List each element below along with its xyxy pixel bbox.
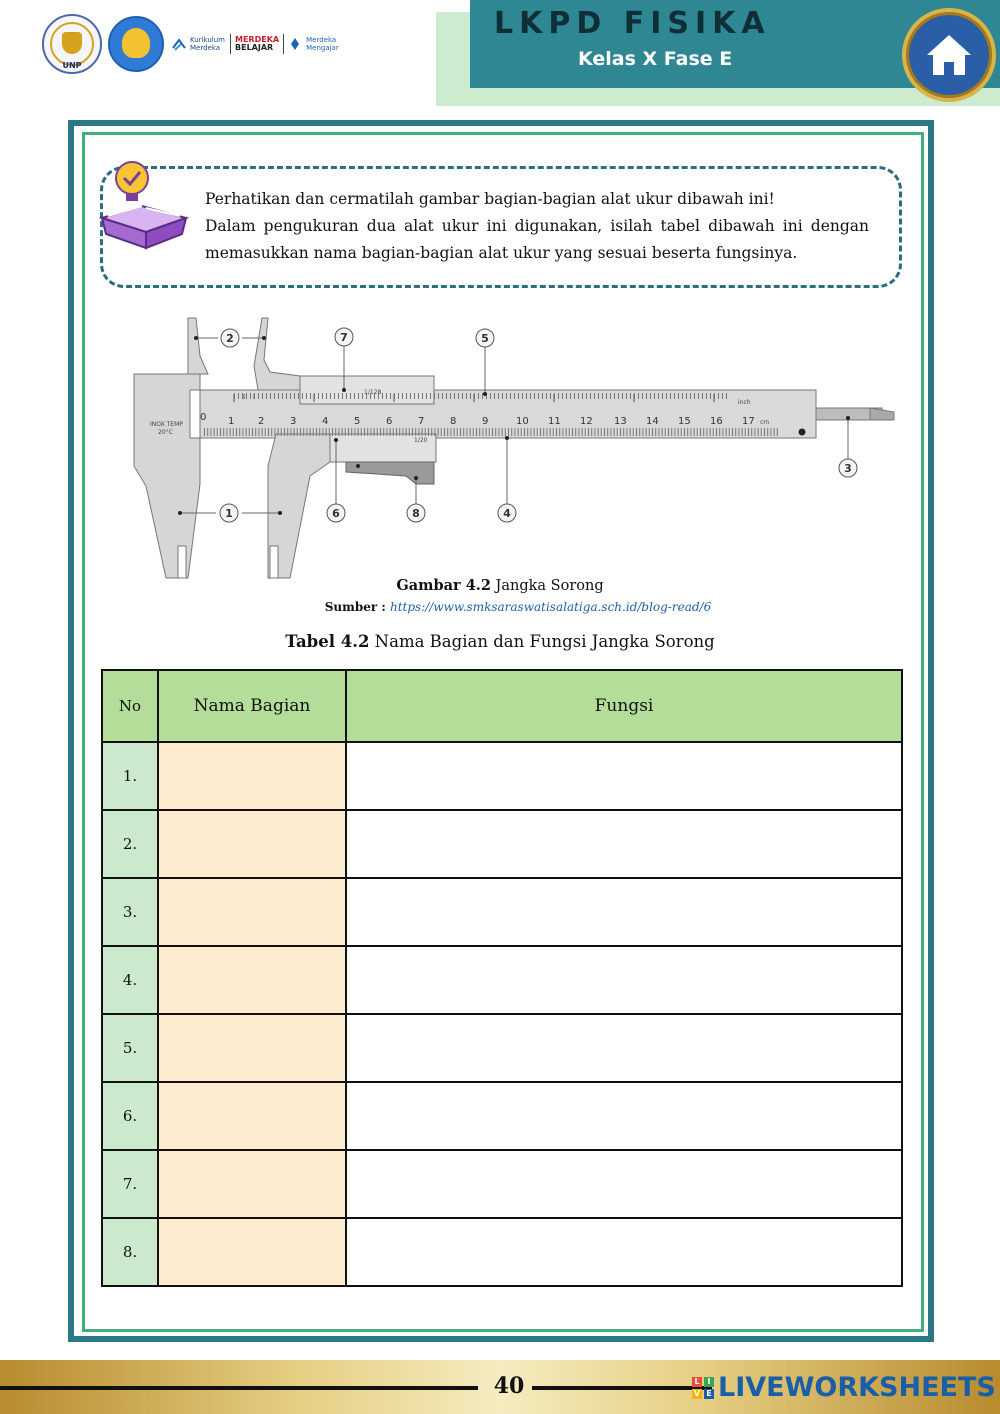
callout-2: 2: [226, 332, 234, 345]
scale-number-5: 5: [354, 416, 361, 427]
unp-seal-text: UNP: [62, 61, 82, 70]
scale-number-7: 7: [418, 416, 425, 427]
page-title: LKPD FISIKA: [494, 6, 771, 41]
row-number: 2.: [102, 810, 158, 878]
fungsi-input[interactable]: [346, 1014, 902, 1082]
nama-bagian-input[interactable]: [158, 1014, 346, 1082]
vernier-label-top: 1/128: [364, 389, 382, 396]
liveworksheets-brand: LIVEWORKSHEETS: [718, 1372, 996, 1403]
fungsi-input[interactable]: [346, 810, 902, 878]
callout-7: 7: [340, 331, 348, 344]
table-row: [102, 1014, 902, 1082]
fungsi-input[interactable]: [346, 878, 902, 946]
scale-number-15: 15: [678, 416, 691, 427]
figure-caption-rest: Jangka Sorong: [490, 578, 604, 594]
figure-caption: [0, 577, 1000, 594]
brand-block-i: I: [704, 1377, 714, 1387]
header-nama-bagian: Nama Bagian: [158, 670, 346, 742]
scale-number-10: 10: [516, 416, 529, 427]
page-subtitle: Kelas X Fase E: [578, 48, 733, 70]
table-row: [102, 810, 902, 878]
scale-number-12: 12: [580, 416, 593, 427]
row-number: 3.: [102, 878, 158, 946]
row-number: 4.: [102, 946, 158, 1014]
kurikulum-text: Kurikulum Merdeka: [190, 36, 225, 52]
scale-number-6: 6: [386, 416, 393, 427]
merdeka-mengajar-mark-icon: [288, 37, 302, 51]
table-caption-rest: Nama Bagian dan Fungsi Jangka Sorong: [369, 632, 715, 651]
nama-bagian-input[interactable]: [158, 1218, 346, 1286]
body-label-1: INOX TEMP: [150, 421, 183, 428]
unp-seal-logo: [42, 14, 102, 74]
brand-block-v: V: [693, 1388, 701, 1398]
parts-table: [101, 669, 903, 1287]
fungsi-input[interactable]: [346, 1082, 902, 1150]
table-row: [102, 1218, 902, 1286]
cm-label: cm: [760, 419, 770, 426]
scale-number-8: 8: [450, 416, 457, 427]
scale-number-14: 14: [646, 416, 659, 427]
row-number: 1.: [102, 742, 158, 810]
kurikulum-merdeka-logo: [172, 34, 340, 54]
scale-number-0: 0: [200, 412, 207, 423]
table-caption-bold: Tabel 4.2: [285, 632, 370, 651]
merdeka-belajar-top: MERDEKA: [235, 35, 280, 44]
fungsi-input[interactable]: [346, 1150, 902, 1218]
callout-1: 1: [225, 507, 233, 520]
scale-number-13: 13: [614, 416, 627, 427]
inch-label: inch: [738, 399, 751, 406]
header-no: No: [102, 670, 158, 742]
callout-5: 5: [481, 332, 489, 345]
merdeka-belajar-bottom: BELAJAR: [235, 43, 274, 52]
table-header-row: [102, 670, 902, 742]
callout-8: 8: [412, 507, 420, 520]
brand-block-l: L: [692, 1377, 702, 1387]
callout-6: 6: [332, 507, 340, 520]
kurikulum-mark-icon: [172, 37, 186, 51]
figure-caption-bold: Gambar 4.2: [396, 577, 491, 594]
scale-number-9: 9: [482, 416, 489, 427]
page-number: 40: [493, 1373, 525, 1399]
header-logos: [42, 14, 340, 74]
fungsi-input[interactable]: [346, 946, 902, 1014]
fungsi-input[interactable]: [346, 742, 902, 810]
home-button[interactable]: [902, 8, 996, 102]
nama-bagian-input[interactable]: [158, 878, 346, 946]
row-number: 6.: [102, 1082, 158, 1150]
liveworksheets-blocks-icon: [692, 1377, 714, 1399]
merdeka-belajar-logo: [235, 36, 279, 52]
tut-wuri-logo: [108, 16, 164, 72]
fungsi-input[interactable]: [346, 1218, 902, 1286]
table-row: [102, 1082, 902, 1150]
header-fungsi: Fungsi: [346, 670, 902, 742]
callout-4: 4: [503, 507, 511, 520]
figure-source-label: Sumber :: [324, 600, 390, 614]
nama-bagian-input[interactable]: [158, 810, 346, 878]
vernier-caliper-figure: [130, 316, 900, 584]
vernier-label-bottom: 1/20: [414, 437, 428, 444]
table-row: [102, 742, 902, 810]
nama-bagian-input[interactable]: [158, 1082, 346, 1150]
table-caption: [0, 632, 1000, 651]
book-lightbulb-icon: [96, 156, 192, 252]
body-label-2: 20°C: [158, 429, 173, 436]
callout-3: 3: [844, 462, 852, 475]
figure-source: [18, 600, 1000, 614]
instruction-line-1: Perhatikan dan cermatilah gambar bagian-bagian alat ukur dibawah ini!: [205, 190, 775, 208]
table-row: [102, 946, 902, 1014]
nama-bagian-input[interactable]: [158, 742, 346, 810]
table-row: [102, 878, 902, 946]
scale-number-16: 16: [710, 416, 723, 427]
instruction-line-2: Dalam pengukuran dua alat ukur ini digunakan, isilah tabel dibawah ini dengan memasukkan nama bagian-bagian alat ukur yang sesuai beserta fungsinya.: [205, 217, 869, 262]
scale-number-4: 4: [322, 416, 329, 427]
brand-block-e: E: [704, 1389, 714, 1399]
scale-number-3: 3: [290, 416, 297, 427]
table-row: [102, 1150, 902, 1218]
home-icon: [923, 31, 975, 79]
figure-source-url[interactable]: https://www.smksaraswatisalatiga.sch.id/blog-read/6: [390, 600, 712, 614]
merdeka-mengajar-text: Merdeka Mengajar: [306, 36, 339, 52]
scale-number-2: 2: [258, 416, 265, 427]
row-number: 5.: [102, 1014, 158, 1082]
row-number: 8.: [102, 1218, 158, 1286]
scale-number-17: 17: [742, 416, 755, 427]
instruction-text: [205, 186, 869, 267]
scale-number-1: 1: [228, 416, 235, 427]
liveworksheets-logo: [692, 1372, 996, 1403]
nama-bagian-input[interactable]: [158, 946, 346, 1014]
row-number: 7.: [102, 1150, 158, 1218]
scale-number-11: 11: [548, 416, 561, 427]
nama-bagian-input[interactable]: [158, 1150, 346, 1218]
